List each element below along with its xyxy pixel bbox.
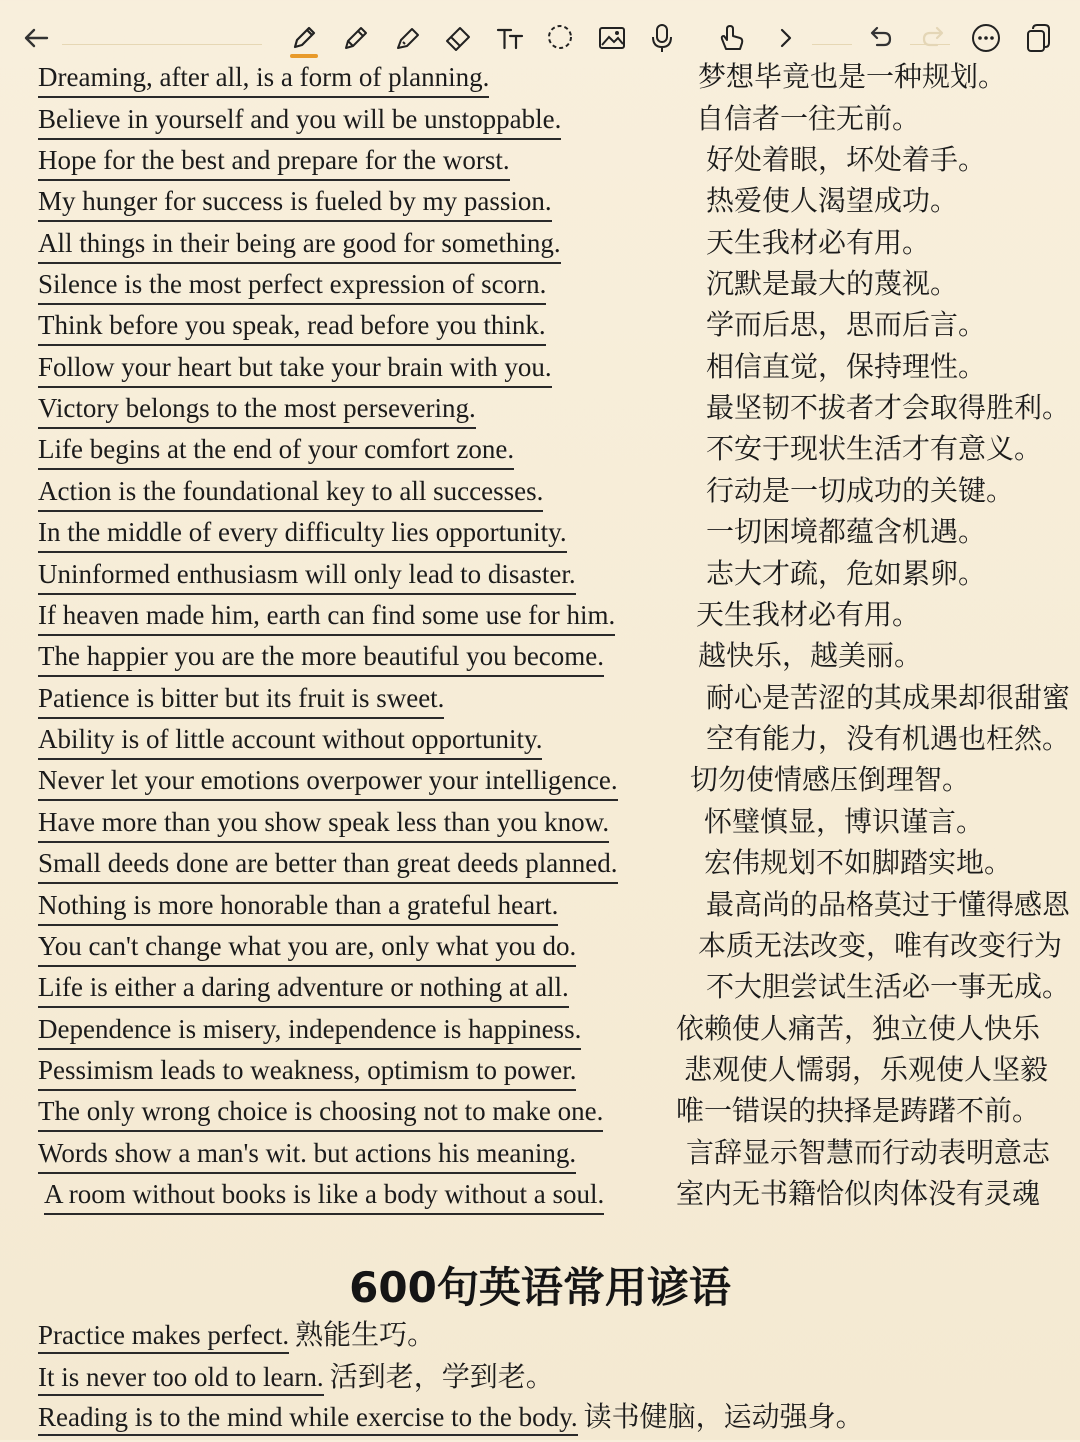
proverb-row [0,391,1080,433]
english-proverb: Follow your heart but take your brain with you. [38,350,552,388]
chinese-translation: 活到老，学到老。 [329,1360,554,1393]
english-proverb: Action is the foundational key to all successes. [38,474,543,512]
chinese-translation: 越快乐，越美丽。 [698,639,923,672]
chinese-translation: 悲观使人懦弱，乐观使人坚毅 [684,1053,1049,1086]
toolbar-divider [62,44,262,45]
english-proverb: Reading is to the mind while exercise to the body. [38,1402,578,1436]
english-proverb: If heaven made him, earth can find some use for him. [38,598,615,636]
proverb-row [0,639,1080,681]
proverb-row [0,350,1080,392]
hand-touch-icon[interactable] [712,18,752,58]
chinese-translation: 怀璧慎显，博识谨言。 [704,805,985,838]
proverb-row [0,143,1080,185]
image-icon[interactable] [592,18,632,58]
chinese-translation: 天生我材必有用。 [706,226,931,259]
chinese-translation: 梦想毕竟也是一种规划。 [698,60,1007,93]
chinese-translation: 读书健脑，运动强身。 [583,1400,864,1433]
chinese-translation: 志大才疏，危如累卵。 [706,557,987,590]
pencil-icon[interactable] [336,18,376,58]
english-proverb: All things in their being are good for something. [38,226,561,264]
english-proverb: My hunger for success is fueled by my passion. [38,184,552,222]
english-proverb: Small deeds done are better than great deeds planned. [38,846,618,884]
chinese-translation: 不安于现状生活才有意义。 [706,432,1043,465]
chinese-translation: 沉默是最大的蔑视。 [706,267,959,300]
proverb-row [0,681,1080,723]
chinese-translation: 不大胆尝试生活必一事无成。 [706,970,1071,1003]
back-arrow-icon[interactable] [16,18,56,58]
proverb-row [0,929,1080,971]
proverb-row [0,432,1080,474]
english-proverb: Believe in yourself and you will be unstoppable. [38,102,561,140]
proverb-row [0,805,1080,847]
proverb-row [0,1136,1080,1178]
chinese-translation: 耐心是苦涩的其成果却很甜蜜 [706,681,1071,714]
chinese-translation: 依赖使人痛苦，独立使人快乐 [676,1012,1041,1045]
english-proverb: Dependence is misery, independence is happiness. [38,1012,581,1050]
chinese-translation: 热爱使人渴望成功。 [706,184,959,217]
highlighter-icon[interactable] [388,18,428,58]
proverb-row [0,846,1080,888]
english-proverb: Victory belongs to the most persevering. [38,391,476,429]
toolbar-divider [812,44,852,45]
chinese-translation: 学而后思，思而后言。 [706,308,987,341]
english-proverb: Practice makes perfect. [38,1320,289,1354]
proverb-row [0,308,1080,350]
english-proverb: Silence is the most perfect expression of scorn. [38,267,546,305]
chinese-translation: 自信者一往无前。 [696,102,921,135]
common-proverb-row [38,1318,1078,1360]
proverb-row [0,1177,1080,1219]
chinese-translation: 行动是一切成功的关键。 [706,474,1015,507]
chinese-translation: 唯一错误的抉择是踌躇不前。 [676,1094,1041,1127]
english-proverb: Life is either a daring adventure or nothing at all. [38,970,569,1008]
undo-icon[interactable] [860,18,900,58]
proverb-row [0,515,1080,557]
english-proverb: Life begins at the end of your comfort zone. [38,432,514,470]
proverb-row [0,763,1080,805]
english-proverb: It is never too old to learn. [38,1362,324,1396]
english-proverb: Nothing is more honorable than a grateful heart. [38,888,558,926]
proverb-row [0,60,1080,102]
proverb-row [0,474,1080,516]
english-proverb: In the middle of every difficulty lies opportunity. [38,515,567,553]
proverb-row [0,1012,1080,1054]
english-proverb: Uninformed enthusiasm will only lead to disaster. [38,557,576,595]
english-proverb: The happier you are the more beautiful you become. [38,639,604,677]
chinese-translation: 一切困境都蕴含机遇。 [706,515,987,548]
chinese-translation: 最高尚的品格莫过于懂得感恩 [706,888,1071,921]
chinese-translation: 本质无法改变，唯有改变行为 [698,929,1063,962]
chinese-translation: 最坚韧不拔者才会取得胜利。 [706,391,1071,424]
english-proverb: Think before you speak, read before you think. [38,308,546,346]
english-proverb: Have more than you show speak less than you know. [38,805,609,843]
proverb-row [0,722,1080,764]
proverb-row [0,598,1080,640]
chinese-translation: 言辞显示智慧而行动表明意志 [686,1136,1051,1169]
proverb-row [0,1053,1080,1095]
chinese-translation: 空有能力，没有机遇也枉然。 [706,722,1071,755]
english-proverb: A room without books is like a body without a soul. [44,1177,604,1215]
pages-icon[interactable] [1018,18,1058,58]
common-proverb-row [38,1400,1078,1442]
chinese-translation: 熟能生巧。 [295,1318,436,1351]
chinese-translation: 天生我材必有用。 [696,598,921,631]
chinese-translation: 切勿使情感压倒理智。 [690,763,971,796]
chinese-translation: 宏伟规划不如脚踏实地。 [704,846,1013,879]
chinese-translation: 相信直觉，保持理性。 [706,350,987,383]
proverb-row [0,557,1080,599]
proverb-row [0,267,1080,309]
proverb-row [0,1094,1080,1136]
proverb-row [0,184,1080,226]
lasso-icon[interactable] [540,18,580,58]
more-icon[interactable] [966,18,1006,58]
pen-icon[interactable] [284,18,324,58]
english-proverb: Pessimism leads to weakness, optimism to power. [38,1053,576,1091]
chevron-right-icon[interactable] [766,18,806,58]
microphone-icon[interactable] [642,18,682,58]
chinese-translation: 室内无书籍恰似肉体没有灵魂 [676,1177,1041,1210]
proverb-row [0,888,1080,930]
eraser-icon[interactable] [438,18,478,58]
english-proverb: The only wrong choice is choosing not to make one. [38,1094,603,1132]
chinese-translation: 好处着眼，坏处着手。 [706,143,987,176]
proverb-row [0,970,1080,1012]
english-proverb: You can't change what you are, only what you do. [38,929,576,967]
english-proverb: Hope for the best and prepare for the worst. [38,143,510,181]
text-tool-icon[interactable] [490,18,530,58]
english-proverb: Never let your emotions overpower your intelligence. [38,763,618,801]
proverb-row [0,226,1080,268]
english-proverb: Patience is bitter but its fruit is sweet. [38,681,444,719]
english-proverb: Words show a man's wit. but actions his meaning. [38,1136,576,1174]
redo-icon[interactable] [914,18,954,58]
english-proverb: Dreaming, after all, is a form of planning. [38,60,489,98]
active-tool-indicator [290,54,318,58]
proverb-row [0,102,1080,144]
common-proverb-row [38,1360,1078,1402]
section-heading: 600句英语常用谚语 [349,1263,731,1312]
english-proverb: Ability is of little account without opportunity. [38,722,542,760]
